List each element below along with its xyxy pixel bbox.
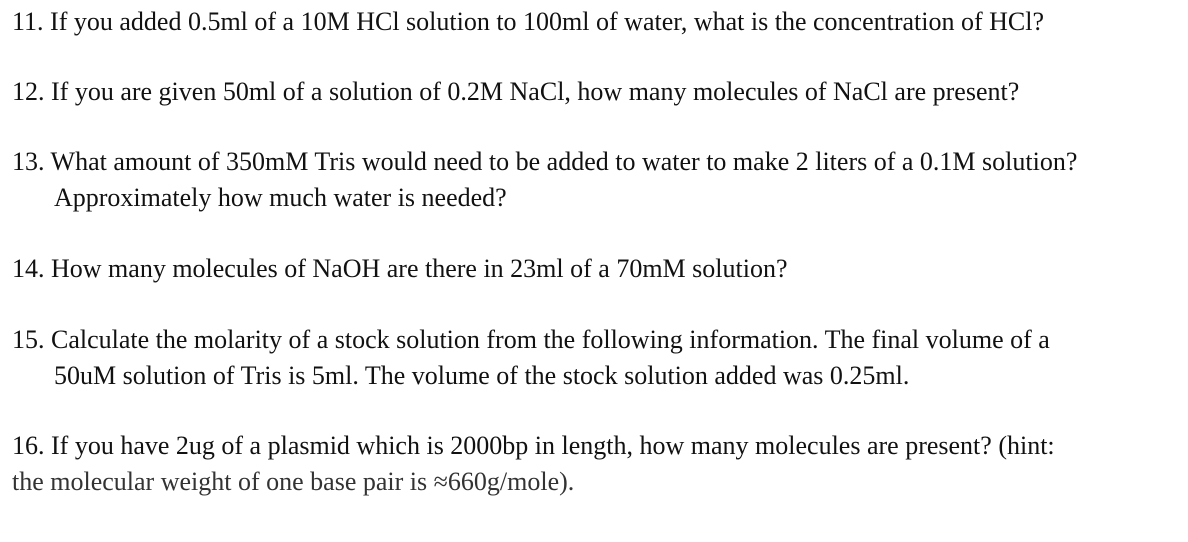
question-text: Calculate the molarity of a stock solution from the following information. The final volume of a <box>51 325 1050 354</box>
question-number: 11. <box>12 7 44 36</box>
question-14 <box>12 251 788 287</box>
question-15 <box>12 322 1050 394</box>
question-text: If you have 2ug of a plasmid which is 2000bp in length, how many molecules are present? (hint: <box>51 431 1055 460</box>
question-text-continued: the molecular weight of one base pair is ≈660g/mole). <box>12 467 575 496</box>
question-text: What amount of 350mM Tris would need to be added to water to make 2 liters of a 0.1M solution? <box>50 147 1078 176</box>
question-16 <box>12 428 1055 500</box>
question-text: How many molecules of NaOH are there in 23ml of a 70mM solution? <box>51 254 788 283</box>
question-text: If you added 0.5ml of a 10M HCl solution to 100ml of water, what is the concentration of HCl? <box>50 7 1045 36</box>
question-text-continued: 50uM solution of Tris is 5ml. The volume of the stock solution added was 0.25ml. <box>54 361 910 390</box>
question-11 <box>12 4 1044 40</box>
question-text-continued: Approximately how much water is needed? <box>54 183 507 212</box>
question-13 <box>12 144 1077 216</box>
question-number: 15. <box>12 325 45 354</box>
question-number: 13. <box>12 147 45 176</box>
question-number: 16. <box>12 431 45 460</box>
question-12 <box>12 74 1019 110</box>
question-text: If you are given 50ml of a solution of 0.2M NaCl, how many molecules of NaCl are present? <box>51 77 1020 106</box>
question-number: 12. <box>12 77 45 106</box>
question-number: 14. <box>12 254 45 283</box>
